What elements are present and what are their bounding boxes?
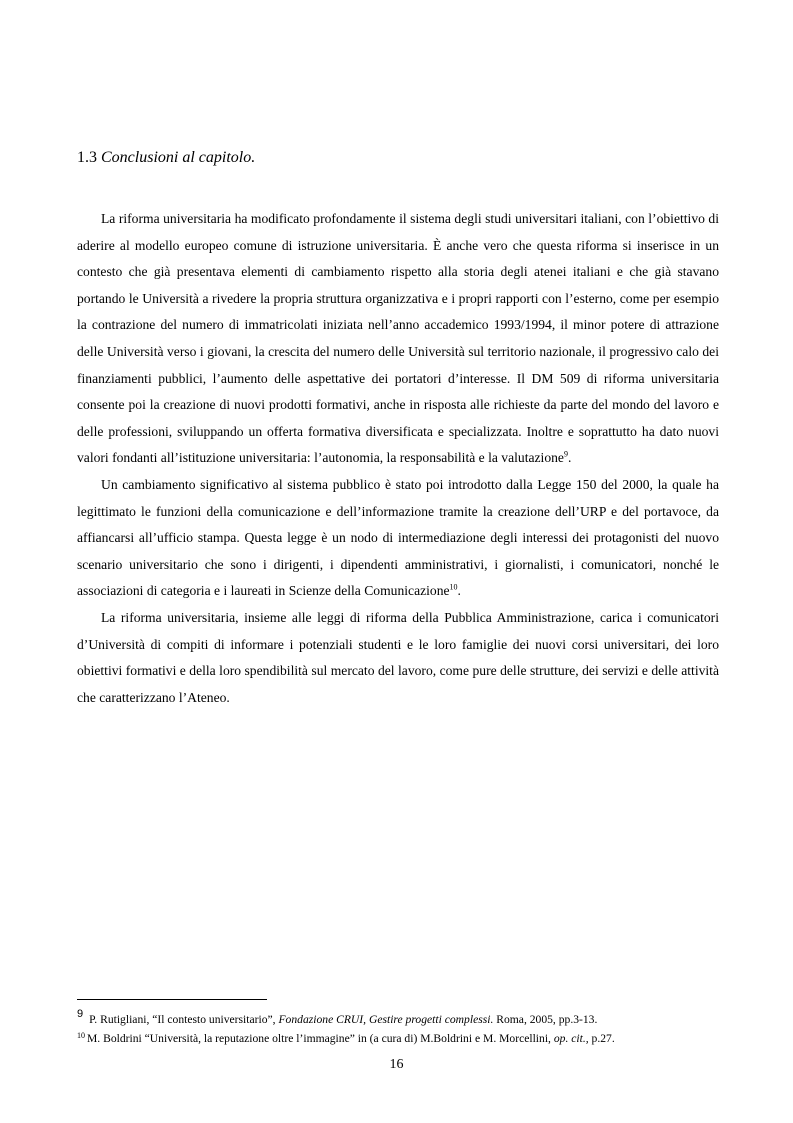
footnote-text: M. Boldrini “Università, la reputazione oltre l’immagine” in (a cura di) M.Boldrini e M. Morcellini, [87,1032,554,1045]
footnotes [77,1006,727,1047]
footnote-italic: op. cit., [553,1032,589,1045]
footnote-separator [77,999,267,1000]
footnote-item [77,1006,727,1028]
paragraph [77,605,719,711]
footnote-item [77,1028,727,1047]
footnote-text-end: Roma, 2005, pp.3-13. [493,1013,598,1026]
footnote-ref-9[interactable]: 9 [563,449,568,459]
footnote-italic: Fondazione CRUI, Gestire progetti complessi. [278,1013,494,1026]
paragraph-text: La riforma universitaria, insieme alle leggi di riforma della Pubblica Amministrazione, carica i comunicatori d’Università di compiti di informare i potenziali studenti e le loro famiglie dei nuovi corsi universitari, dei loro obiettivi formativi e della loro spendibilità sul mercato del lavoro, come pure delle strutture, dei servizi e delle attività che caratterizzano l’Ateneo. [77,609,719,705]
body-text [77,206,719,711]
paragraph-end: . [567,450,572,466]
footnote-number: 9 [77,1008,84,1020]
footnote-ref-10[interactable]: 10 [449,582,458,592]
paragraph [77,206,719,472]
footnote-text: P. Rutigliani, “Il contesto universitario”, [89,1013,279,1026]
section-title: Conclusioni al capitolo. [101,149,256,166]
paragraph [77,472,719,605]
paragraph-text: La riforma universitaria ha modificato profondamente il sistema degli studi universitari italiani, con l’obiettivo di aderire al modello europeo comune di istruzione universitaria. È anche vero che questa riforma si inserisce in un contesto che già presentava elementi di cambiamento rispetto alla storia degli atenei italiani e che già stavano portando le Università a rivedere la propria struttura organizzativa e i propri rapporti con l’esterno, come per esempio la contrazione del numero di immatricolati iniziata nell’anno accademico 1993/1994, il minor potere di attrazione delle Università verso i giovani, la crescita del numero delle Università sul territorio nazionale, il progressivo calo dei finanziamenti pubblici, l’aumento delle aspettative dei portatori d’interesse. Il DM 509 di riforma universitaria consente poi la creazione di nuovi prodotti formativi, anche in risposta alle richieste da parte del mondo del lavoro e delle professioni, sviluppando un offerta formativa diversificata e specializzata. Inoltre e soprattutto ha dato nuovi valori fondanti all’istituzione universitaria: l’autonomia, la responsabilità e la valutazione [77,211,719,466]
footnote-text-end: p.27. [588,1032,615,1045]
page-number: 16 [389,1057,404,1072]
footnote-number: 10 [77,1031,85,1040]
paragraph-end: . [457,583,461,599]
section-heading [77,148,255,168]
section-number: 1.3 [77,149,97,166]
paragraph-text: Un cambiamento significativo al sistema pubblico è stato poi introdotto dalla Legge 150 del 2000, la quale ha legittimato le funzioni della comunicazione e dell’informazione tramite la creazione dell’URP e del portavoce, da affiancarsi all’ufficio stampa. Questa legge è un nodo di intermediazione degli interessi dei protagonisti del nuovo scenario universitario che sono i dirigenti, i dipendenti amministrativi, i giornalisti, i comunicatori, nonché le associazioni di categoria e i laureati in Scienze della Comunicazione [77,476,719,599]
